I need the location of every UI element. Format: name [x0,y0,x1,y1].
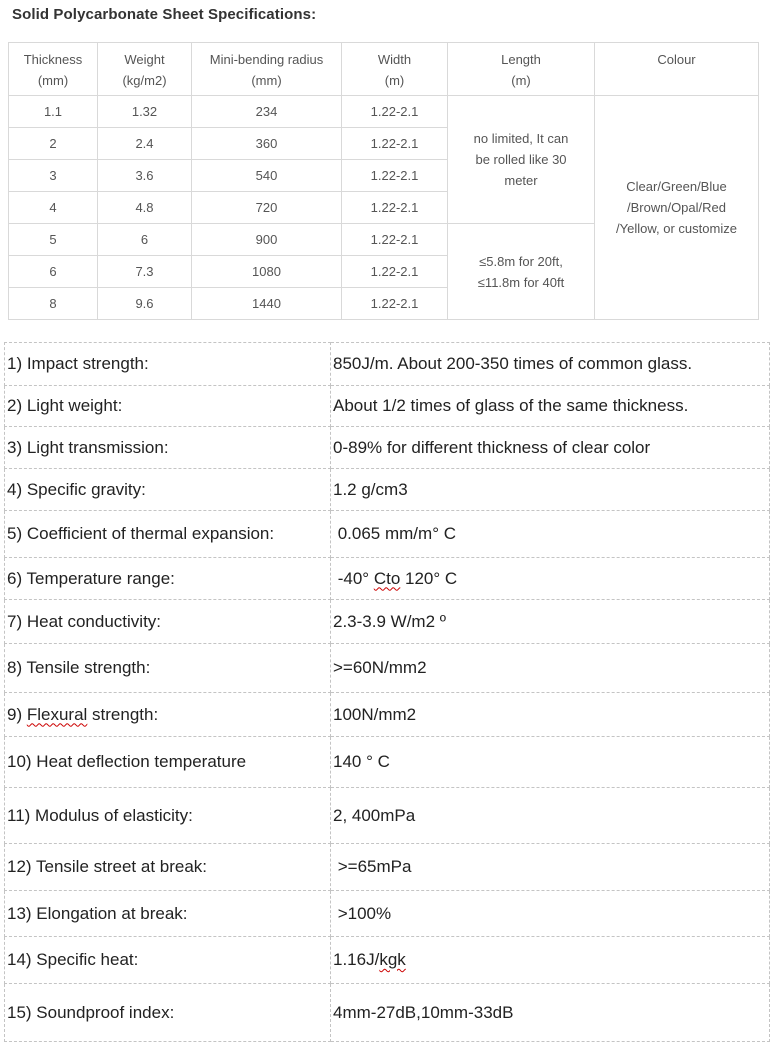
property-row [5,511,770,558]
header-width: Width (m) [342,43,448,96]
cell-bending-radius: 360 [192,128,342,160]
spec-header-row [9,43,759,96]
cell-width: 1.22-2.1 [342,128,448,160]
property-name: 12) Tensile street at break: [5,844,331,891]
cell-colour: Clear/Green/Blue /Brown/Opal/Red /Yellow, or customize [595,96,759,320]
spec-row [9,96,759,128]
property-value: -40° Cto 120° C [331,558,770,600]
property-value: About 1/2 times of glass of the same thickness. [331,386,770,427]
cell-bending-radius: 540 [192,160,342,192]
cell-thickness: 5 [9,224,98,256]
header-bending-radius: Mini-bending radius (mm) [192,43,342,96]
property-value: 2.3-3.9 W/m2 º [331,600,770,644]
property-name: 9) Flexural strength: [5,693,331,737]
property-row [5,644,770,693]
cell-bending-radius: 1440 [192,288,342,320]
cell-width: 1.22-2.1 [342,96,448,128]
spec-table [8,42,759,320]
cell-length-container: ≤5.8m for 20ft, ≤11.8m for 40ft [448,224,595,320]
cell-weight: 3.6 [98,160,192,192]
property-row [5,558,770,600]
cell-weight: 9.6 [98,288,192,320]
property-value: 100N/mm2 [331,693,770,737]
property-name: 13) Elongation at break: [5,891,331,937]
property-value: 4mm-27dB,10mm-33dB [331,984,770,1042]
property-value: 850J/m. About 200-350 times of common glass. [331,343,770,386]
property-name: 6) Temperature range: [5,558,331,600]
cell-thickness: 3 [9,160,98,192]
property-row [5,844,770,891]
header-thickness: Thickness (mm) [9,43,98,96]
property-row [5,600,770,644]
property-name: 7) Heat conductivity: [5,600,331,644]
property-row [5,469,770,511]
cell-weight: 7.3 [98,256,192,288]
cell-width: 1.22-2.1 [342,192,448,224]
property-value: >=65mPa [331,844,770,891]
cell-weight: 2.4 [98,128,192,160]
cell-thickness: 8 [9,288,98,320]
property-name: 11) Modulus of elasticity: [5,788,331,844]
property-name: 4) Specific gravity: [5,469,331,511]
property-value: >=60N/mm2 [331,644,770,693]
property-row [5,937,770,984]
property-value: 0.065 mm/m° C [331,511,770,558]
property-row [5,343,770,386]
property-name: 5) Coefficient of thermal expansion: [5,511,331,558]
property-name: 3) Light transmission: [5,427,331,469]
property-value: 0-89% for different thickness of clear color [331,427,770,469]
property-name: 1) Impact strength: [5,343,331,386]
property-name: 2) Light weight: [5,386,331,427]
cell-bending-radius: 900 [192,224,342,256]
property-value: 1.16J/kgk [331,937,770,984]
cell-bending-radius: 1080 [192,256,342,288]
cell-width: 1.22-2.1 [342,160,448,192]
cell-thickness: 1.1 [9,96,98,128]
property-name: 15) Soundproof index: [5,984,331,1042]
property-name: 10) Heat deflection temperature [5,737,331,788]
cell-width: 1.22-2.1 [342,224,448,256]
cell-weight: 6 [98,224,192,256]
property-row [5,788,770,844]
property-value: 1.2 g/cm3 [331,469,770,511]
header-length: Length (m) [448,43,595,96]
property-value: >100% [331,891,770,937]
property-value: 140 ° C [331,737,770,788]
header-colour: Colour [595,43,759,96]
page-title: Solid Polycarbonate Sheet Specifications: [12,6,317,23]
cell-weight: 4.8 [98,192,192,224]
cell-thickness: 2 [9,128,98,160]
property-row [5,984,770,1042]
property-row [5,737,770,788]
cell-weight: 1.32 [98,96,192,128]
cell-width: 1.22-2.1 [342,288,448,320]
property-row [5,427,770,469]
property-name: 14) Specific heat: [5,937,331,984]
properties-table [4,342,770,1042]
property-row [5,891,770,937]
cell-thickness: 6 [9,256,98,288]
cell-bending-radius: 720 [192,192,342,224]
cell-thickness: 4 [9,192,98,224]
cell-length-rolled: no limited, It can be rolled like 30 meter [448,96,595,224]
property-name: 8) Tensile strength: [5,644,331,693]
property-value: 2, 400mPa [331,788,770,844]
property-row [5,386,770,427]
property-row [5,693,770,737]
cell-width: 1.22-2.1 [342,256,448,288]
header-weight: Weight (kg/m2) [98,43,192,96]
cell-bending-radius: 234 [192,96,342,128]
